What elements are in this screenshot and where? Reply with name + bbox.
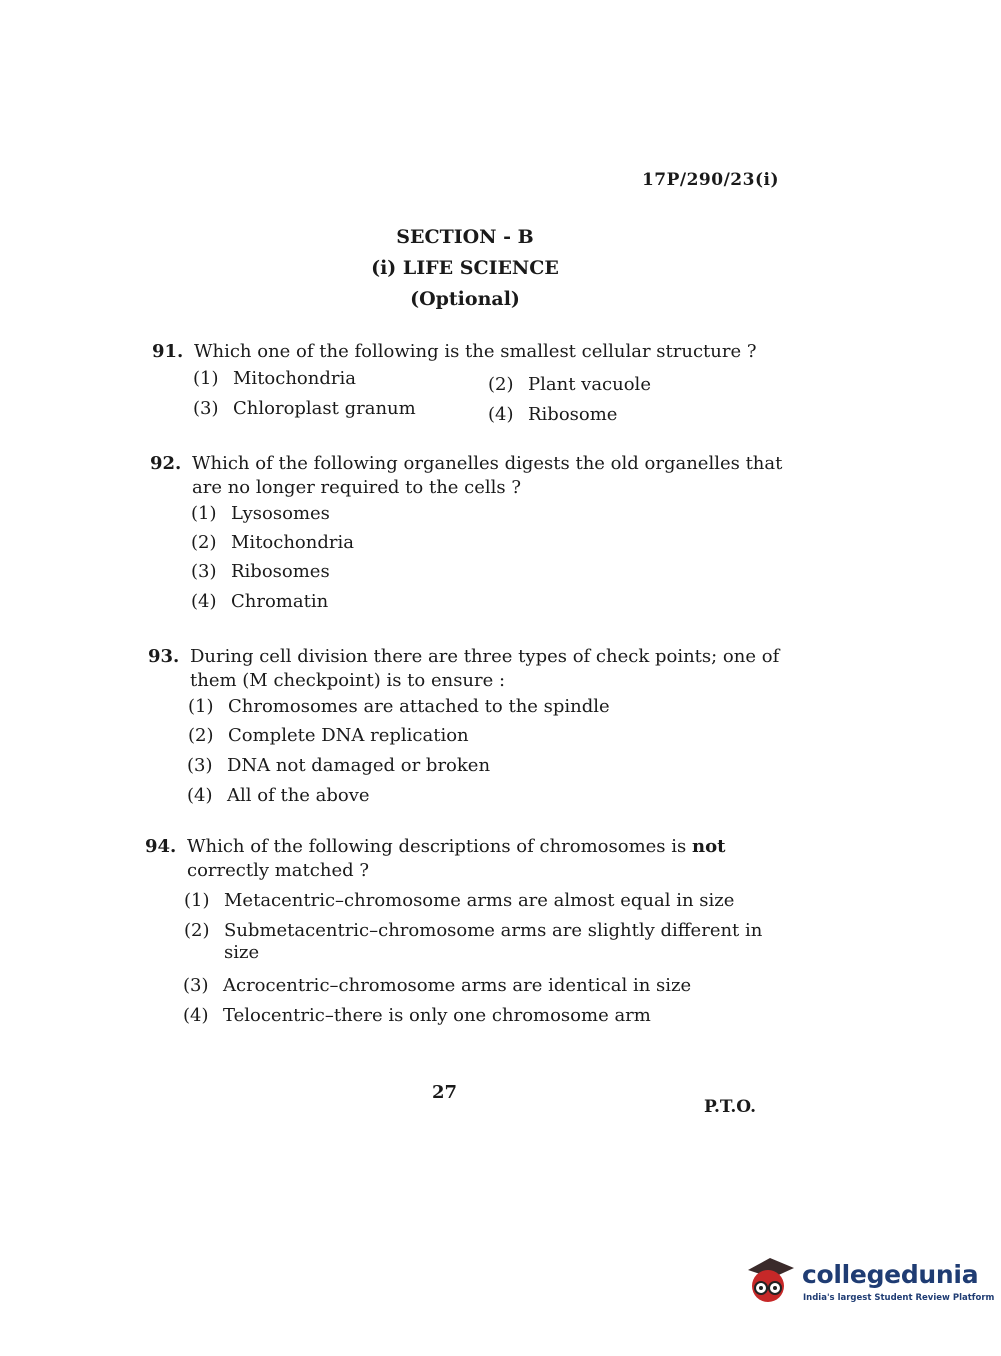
- option-3: [193, 398, 416, 419]
- brand-tagline: India's largest Student Review Platform: [803, 1293, 995, 1303]
- section-title: SECTION - B: [396, 226, 534, 248]
- option-number: (3): [191, 561, 217, 582]
- option-number: (3): [187, 755, 213, 776]
- option-1: [193, 368, 356, 389]
- option-text: Lysosomes: [231, 503, 330, 524]
- question-number: 92.: [150, 453, 182, 474]
- option-1: [184, 890, 734, 911]
- pto-label: P.T.O.: [704, 1097, 756, 1117]
- question-92: [150, 452, 790, 500]
- brand-name: collegedunia: [802, 1260, 979, 1289]
- option-4: [183, 1005, 651, 1026]
- option-text: Ribosome: [528, 404, 618, 425]
- question-number: 93.: [148, 646, 180, 667]
- option-text: Metacentric–chromosome arms are almost equal in size: [224, 890, 735, 911]
- option-number: (2): [191, 532, 217, 553]
- option-text: Chloroplast granum: [233, 398, 416, 419]
- question-text: Which of the following organelles digests the old organelles that are no longer required to the cells ?: [192, 453, 783, 498]
- option-3: [187, 755, 490, 776]
- page-number: 27: [432, 1082, 458, 1103]
- option-1: [188, 696, 610, 717]
- option-number: (2): [184, 920, 210, 941]
- option-3: [191, 561, 330, 582]
- option-text: Plant vacuole: [528, 374, 651, 395]
- option-number: (3): [193, 398, 219, 419]
- question-text: Which one of the following is the smallest cellular structure ?: [194, 341, 757, 362]
- question-text-part: Which of the following descriptions of chromosomes is: [187, 836, 692, 857]
- option-number: (2): [488, 374, 514, 395]
- option-2: [191, 532, 354, 553]
- option-text: Acrocentric–chromosome arms are identical in size: [223, 975, 692, 996]
- collegedunia-logo: [742, 1250, 995, 1310]
- option-text: Mitochondria: [231, 532, 354, 553]
- option-text: Submetacentric–chromosome arms are slightly different in size: [224, 920, 763, 963]
- option-number: (1): [188, 696, 214, 717]
- option-number: (4): [488, 404, 514, 425]
- question-text-part: correctly matched ?: [187, 860, 369, 881]
- option-4: [488, 404, 617, 425]
- option-2: [184, 920, 774, 964]
- option-text: DNA not damaged or broken: [227, 755, 491, 776]
- option-text: Telocentric–there is only one chromosome arm: [223, 1005, 651, 1026]
- option-text: Ribosomes: [231, 561, 330, 582]
- option-number: (2): [188, 725, 214, 746]
- option-text: Complete DNA replication: [228, 725, 469, 746]
- option-number: (1): [193, 368, 219, 389]
- mascot-icon: [742, 1252, 798, 1308]
- option-text: Chromatin: [231, 591, 329, 612]
- option-4: [191, 591, 328, 612]
- option-3: [183, 975, 691, 996]
- option-number: (3): [183, 975, 209, 996]
- option-1: [191, 503, 330, 524]
- option-number: (4): [191, 591, 217, 612]
- paper-code: 17P/290/23(i): [641, 170, 779, 190]
- option-number: (4): [187, 785, 213, 806]
- question-number: 91.: [152, 341, 184, 362]
- option-number: (1): [191, 503, 217, 524]
- subject-title: (i) LIFE SCIENCE: [371, 257, 559, 279]
- option-text: Mitochondria: [233, 368, 356, 389]
- option-2: [488, 374, 651, 395]
- option-2: [188, 725, 469, 746]
- option-text: All of the above: [227, 785, 370, 806]
- option-4: [187, 785, 370, 806]
- option-text: Chromosomes are attached to the spindle: [228, 696, 610, 717]
- option-number: (4): [183, 1005, 209, 1026]
- question-text: [187, 835, 785, 883]
- question-91: [152, 340, 772, 364]
- option-number: (1): [184, 890, 210, 911]
- question-text: During cell division there are three types of check points; one of them (M checkpoint) is to ensure :: [190, 646, 780, 691]
- question-number: 94.: [145, 836, 177, 857]
- question-emphasis: not: [691, 836, 726, 857]
- optional-label: (Optional): [410, 288, 520, 310]
- question-93: [148, 645, 788, 693]
- question-94: [145, 835, 785, 883]
